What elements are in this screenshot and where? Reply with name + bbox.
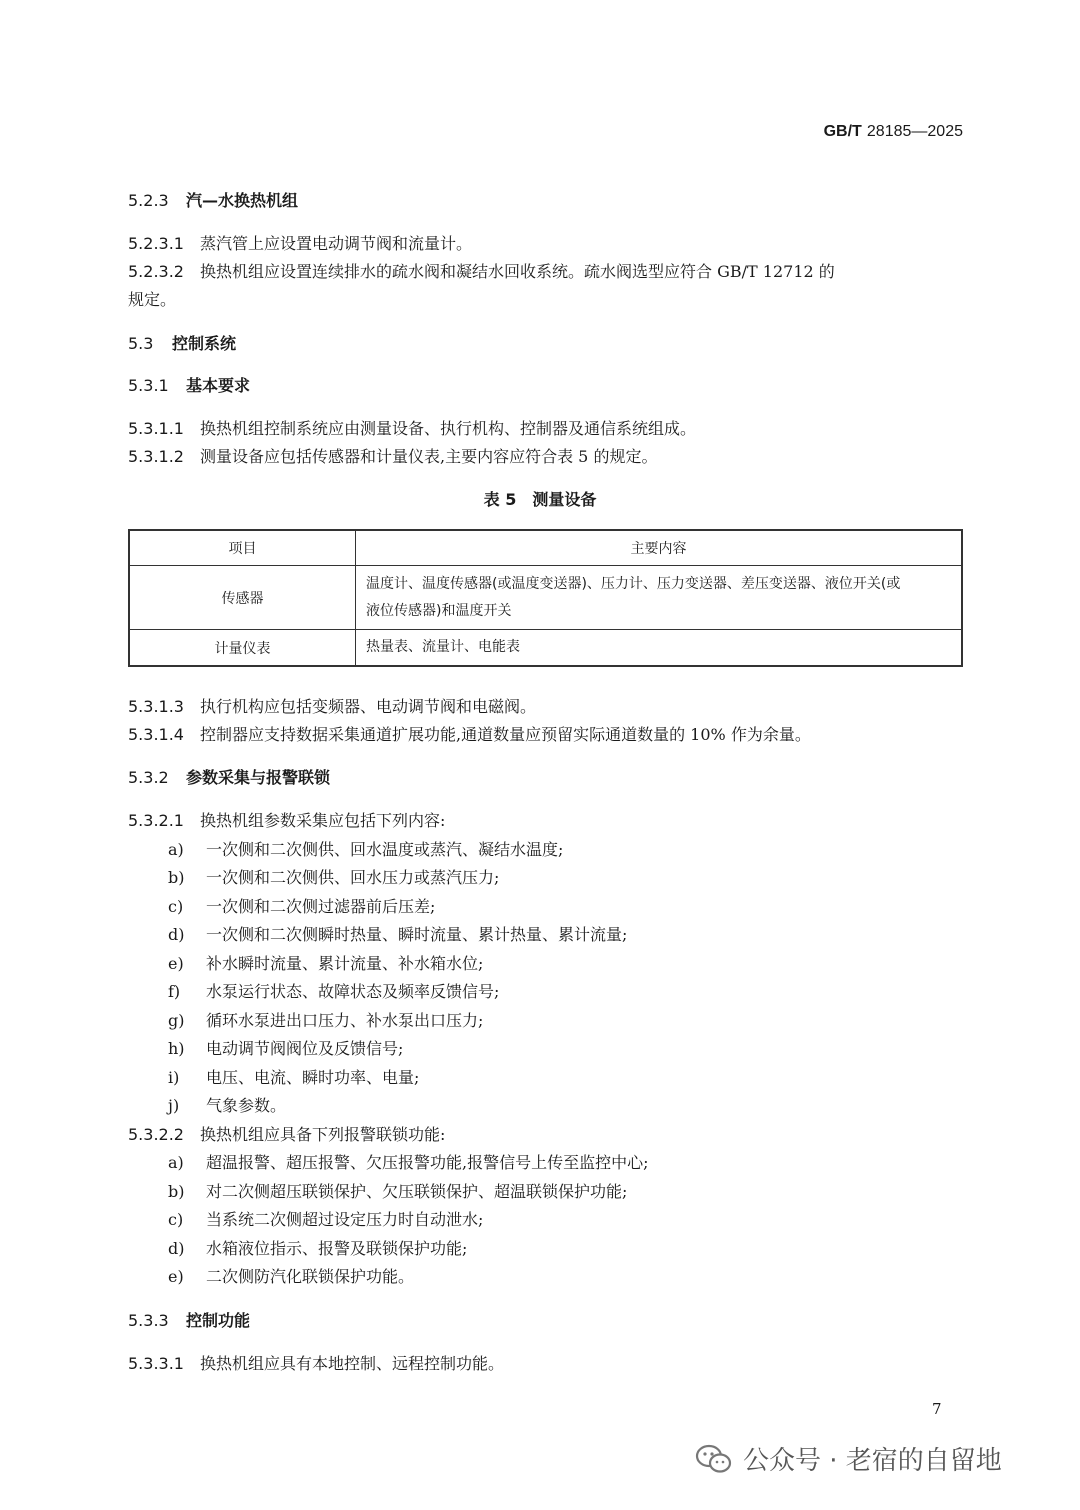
list-text: 一次侧和二次侧供、回水压力或蒸汽压力;	[206, 868, 500, 887]
section-heading-5-2-3	[128, 188, 298, 211]
list-item	[168, 1008, 483, 1031]
clause-number: 5.3.1.4	[128, 725, 184, 744]
list-marker: d)	[168, 1239, 185, 1258]
list-marker: b)	[168, 1182, 185, 1201]
list-item	[168, 1179, 627, 1202]
clause-text: 换热机组应设置连续排水的疏水阀和凝结水回收系统。疏水阀选型应符合 GB/T 12712 的	[200, 262, 835, 281]
clause-text: 换热机组参数采集应包括下列内容:	[200, 811, 446, 830]
list-text: 气象参数。	[206, 1096, 287, 1115]
list-item	[168, 922, 627, 945]
clause-text: 蒸汽管上应设置电动调节阀和流量计。	[200, 234, 473, 253]
clause-text: 换热机组应具有本地控制、远程控制功能。	[200, 1354, 505, 1373]
table-header-content: 主要内容	[356, 530, 963, 566]
section-number: 5.2.3	[128, 191, 169, 210]
table-cell-line: 液位传感器)和温度开关	[366, 602, 512, 619]
watermark-text: 公众号 · 老宿的自留地	[743, 1446, 1002, 1476]
section-number: 5.3.2	[128, 768, 169, 787]
list-text: 水箱液位指示、报警及联锁保护功能;	[206, 1239, 468, 1258]
section-title: 控制功能	[186, 1311, 251, 1330]
wechat-icon	[695, 1444, 733, 1474]
list-item	[168, 1264, 414, 1287]
clause-number: 5.2.3.2	[128, 262, 184, 281]
list-item	[168, 894, 435, 917]
clause-continuation: 规定。	[128, 290, 177, 309]
standard-number	[0, 121, 963, 141]
list-text: 电动调节阀阀位及反馈信号;	[206, 1039, 404, 1058]
list-marker: c)	[168, 1210, 184, 1229]
list-item	[168, 1236, 467, 1259]
list-marker: b)	[168, 868, 185, 887]
clause-5-3-1-3	[128, 694, 536, 717]
section-title: 基本要求	[186, 376, 251, 395]
table-row	[129, 566, 962, 630]
clause-5-3-1-4	[128, 722, 811, 745]
clause-5-2-3-1	[128, 231, 472, 254]
section-number: 5.3.3	[128, 1311, 169, 1330]
table-cell-item: 计量仪表	[129, 630, 356, 667]
watermark	[695, 1440, 1002, 1477]
list-text: 循环水泵进出口压力、补水泵出口压力;	[206, 1011, 484, 1030]
clause-number: 5.3.1.1	[128, 419, 184, 438]
table-header-item: 项目	[129, 530, 356, 566]
clause-text: 控制器应支持数据采集通道扩展功能,通道数量应预留实际通道数量的 10% 作为余量。	[200, 725, 811, 744]
list-item	[168, 1150, 648, 1173]
clause-5-3-3-1	[128, 1351, 504, 1374]
standard-code: 28185—2025	[866, 123, 963, 140]
list-text: 补水瞬时流量、累计流量、补水箱水位;	[206, 954, 484, 973]
table-caption: 表 5 测量设备	[483, 490, 597, 509]
section-number: 5.3.1	[128, 376, 169, 395]
list-text: 二次侧防汽化联锁保护功能。	[206, 1267, 415, 1286]
list-item	[168, 1036, 403, 1059]
section-heading-5-3-1	[128, 373, 250, 396]
list-marker: e)	[168, 1267, 184, 1286]
section-title: 参数采集与报警联锁	[186, 768, 331, 787]
clause-5-3-2-2	[128, 1122, 445, 1145]
list-item	[168, 1065, 419, 1088]
list-text: 水泵运行状态、故障状态及频率反馈信号;	[206, 982, 500, 1001]
list-marker: a)	[168, 1153, 184, 1172]
list-item	[168, 951, 483, 974]
section-heading-5-3-2	[128, 765, 330, 788]
list-item	[168, 1093, 286, 1116]
standard-prefix: GB/T	[823, 123, 862, 140]
page-number: 7	[932, 1400, 942, 1418]
list-text: 一次侧和二次侧供、回水温度或蒸汽、凝结水温度;	[206, 840, 564, 859]
measurement-table	[128, 529, 963, 667]
list-text: 一次侧和二次侧过滤器前后压差;	[206, 897, 436, 916]
clause-text: 换热机组应具备下列报警联锁功能:	[200, 1125, 446, 1144]
list-text: 对二次侧超压联锁保护、欠压联锁保护、超温联锁保护功能;	[206, 1182, 628, 1201]
clause-text: 换热机组控制系统应由测量设备、执行机构、控制器及通信系统组成。	[200, 419, 697, 438]
section-number: 5.3	[128, 334, 154, 353]
list-item	[168, 865, 499, 888]
list-marker: h)	[168, 1039, 185, 1058]
table-row	[129, 630, 962, 667]
section-title: 控制系统	[172, 334, 237, 353]
list-text: 当系统二次侧超过设定压力时自动泄水;	[206, 1210, 484, 1229]
clause-5-3-2-1	[128, 808, 445, 831]
list-marker: j)	[168, 1096, 180, 1115]
clause-number: 5.3.1.3	[128, 697, 184, 716]
list-text: 超温报警、超压报警、欠压报警功能,报警信号上传至监控中心;	[206, 1153, 649, 1172]
list-marker: i)	[168, 1068, 180, 1087]
list-marker: c)	[168, 897, 184, 916]
clause-5-2-3-2	[128, 259, 835, 282]
section-heading-5-3	[128, 331, 236, 354]
table-cell-item: 传感器	[129, 566, 356, 630]
list-marker: e)	[168, 954, 184, 973]
clause-5-3-1-1	[128, 416, 696, 439]
table-header-row	[129, 530, 962, 566]
list-marker: f)	[168, 982, 181, 1001]
section-title: 汽—水换热机组	[186, 191, 299, 210]
list-marker: d)	[168, 925, 185, 944]
clause-number: 5.3.2.1	[128, 811, 184, 830]
list-text: 一次侧和二次侧瞬时热量、瞬时流量、累计热量、累计流量;	[206, 925, 628, 944]
table-cell-content: 热量表、流量计、电能表	[356, 630, 963, 667]
clause-number: 5.2.3.1	[128, 234, 184, 253]
table-cell-content	[356, 566, 963, 630]
clause-number: 5.3.2.2	[128, 1125, 184, 1144]
clause-5-3-1-2	[128, 444, 657, 467]
list-item	[168, 837, 563, 860]
table-cell-line: 温度计、温度传感器(或温度变送器)、压力计、压力变送器、差压变送器、液位开关(或	[366, 575, 901, 592]
section-heading-5-3-3	[128, 1308, 250, 1331]
clause-number: 5.3.3.1	[128, 1354, 184, 1373]
list-item	[168, 1207, 483, 1230]
list-item	[168, 979, 499, 1002]
list-marker: a)	[168, 840, 184, 859]
list-marker: g)	[168, 1011, 185, 1030]
list-text: 电压、电流、瞬时功率、电量;	[206, 1068, 420, 1087]
clause-number: 5.3.1.2	[128, 447, 184, 466]
clause-text: 测量设备应包括传感器和计量仪表,主要内容应符合表 5 的规定。	[200, 447, 658, 466]
clause-text: 执行机构应包括变频器、电动调节阀和电磁阀。	[200, 697, 537, 716]
